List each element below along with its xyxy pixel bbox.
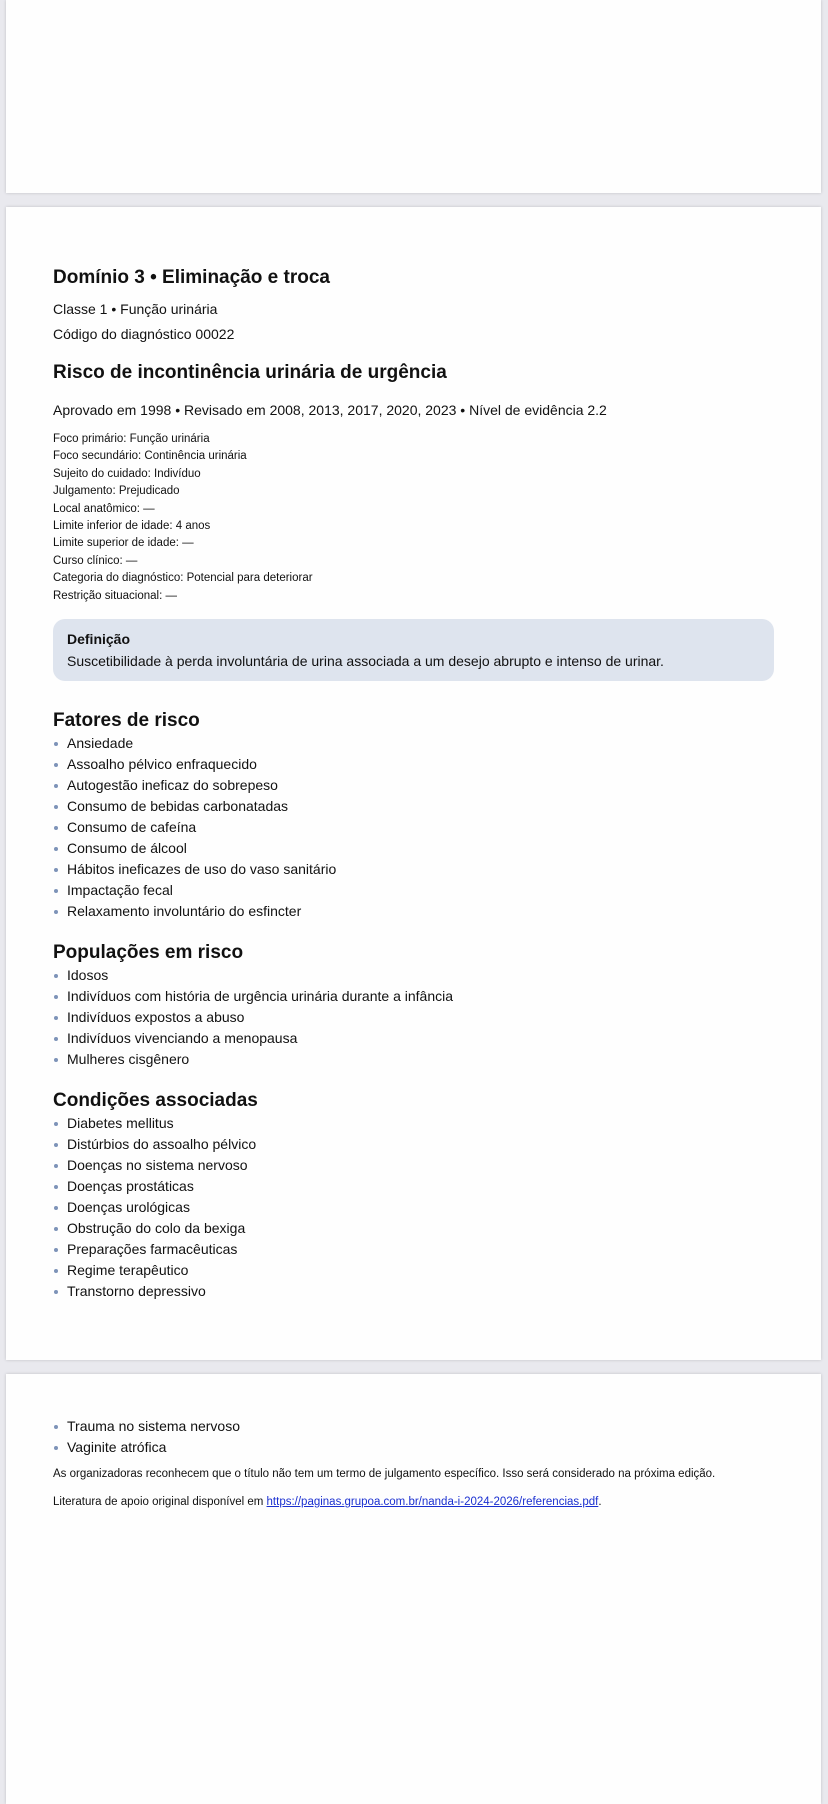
list-item: Relaxamento involuntário do esfincter bbox=[53, 901, 781, 922]
list-item: Consumo de bebidas carbonatadas bbox=[53, 796, 781, 817]
list-item: Indivíduos com história de urgência urinária durante a infância bbox=[53, 986, 781, 1007]
definition-title: Definição bbox=[67, 631, 131, 647]
axis-item: Foco primário: Função urinária bbox=[53, 433, 210, 445]
approval-line: Aprovado em 1998 • Revisado em 2008, 2013, 2017, 2020, 2023 • Nível de evidência 2.2 bbox=[53, 402, 607, 418]
list-item: Hábitos ineficazes de uso do vaso sanitário bbox=[53, 859, 781, 880]
list-item: Doenças urológicas bbox=[53, 1197, 781, 1218]
document-page-next bbox=[6, 1374, 821, 1804]
axis-item: Foco secundário: Continência urinária bbox=[53, 450, 247, 463]
populations-heading: Populações em risco bbox=[53, 942, 244, 963]
list-item: Assoalho pélvico enfraquecido bbox=[53, 754, 781, 775]
axis-item: Restrição situacional: — bbox=[53, 589, 177, 602]
axes-list bbox=[53, 431, 781, 605]
list-item: Trauma no sistema nervoso bbox=[53, 1416, 781, 1437]
list-item: Indivíduos expostos a abuso bbox=[53, 1007, 781, 1028]
list-item: Autogestão ineficaz do sobrepeso bbox=[53, 775, 781, 796]
axis-item: Limite superior de idade: — bbox=[53, 537, 194, 550]
list-item: Idosos bbox=[53, 965, 781, 986]
axis-item: Julgamento: Prejudicado bbox=[53, 485, 180, 498]
list-item: Consumo de álcool bbox=[53, 838, 781, 859]
risk-factors-section bbox=[53, 709, 781, 922]
axis-item: Limite inferior de idade: 4 anos bbox=[53, 520, 211, 533]
diagnosis-title: Risco de incontinência urinária de urgência bbox=[53, 362, 447, 383]
conditions-heading: Condições associadas bbox=[53, 1090, 258, 1111]
list-item: Transtorno depressivo bbox=[53, 1281, 781, 1302]
list-item: Consumo de cafeína bbox=[53, 817, 781, 838]
list-item: Regime terapêutico bbox=[53, 1260, 781, 1281]
definition-text: Suscetibilidade à perda involuntária de urina associada a um desejo abrupto e intenso de urinar. bbox=[67, 653, 664, 669]
risk-factors-heading: Fatores de risco bbox=[53, 710, 200, 731]
class-line: Classe 1 • Função urinária bbox=[53, 301, 218, 317]
editorial-note: As organizadoras reconhecem que o título não tem um termo de julgamento específico. Isso será considerado na próxima edição. bbox=[53, 1468, 716, 1480]
document-page-previous bbox=[6, 0, 821, 193]
list-item: Preparações farmacêuticas bbox=[53, 1239, 781, 1260]
list-item: Vaginite atrófica bbox=[53, 1437, 781, 1458]
populations-list bbox=[53, 965, 781, 1070]
conditions-list-continued bbox=[53, 1416, 781, 1458]
axis-item: Local anatômico: — bbox=[53, 502, 155, 515]
list-item: Doenças no sistema nervoso bbox=[53, 1155, 781, 1176]
list-item: Obstrução do colo da bexiga bbox=[53, 1218, 781, 1239]
conditions-section bbox=[53, 1089, 781, 1302]
list-item: Doenças prostáticas bbox=[53, 1176, 781, 1197]
code-line: Código do diagnóstico 00022 bbox=[53, 326, 235, 342]
literature-line bbox=[53, 1494, 781, 1510]
axis-item: Sujeito do cuidado: Indivíduo bbox=[53, 467, 201, 480]
literature-prefix: Literatura de apoio original disponível em bbox=[53, 1496, 267, 1508]
references-link[interactable]: https://paginas.grupoa.com.br/nanda-i-2024-2026/referencias.pdf bbox=[266, 1496, 599, 1508]
definition-box bbox=[53, 619, 774, 681]
list-item: Mulheres cisgênero bbox=[53, 1049, 781, 1070]
list-item: Impactação fecal bbox=[53, 880, 781, 901]
literature-suffix: . bbox=[598, 1496, 602, 1508]
page-header bbox=[53, 267, 781, 289]
domain-title: Domínio 3 • Eliminação e troca bbox=[53, 267, 330, 288]
populations-section bbox=[53, 941, 781, 1070]
list-item: Diabetes mellitus bbox=[53, 1113, 781, 1134]
risk-factors-list bbox=[53, 733, 781, 922]
list-item: Ansiedade bbox=[53, 733, 781, 754]
list-item: Indivíduos vivenciando a menopausa bbox=[53, 1028, 781, 1049]
list-item: Distúrbios do assoalho pélvico bbox=[53, 1134, 781, 1155]
axis-item: Categoria do diagnóstico: Potencial para deteriorar bbox=[53, 572, 313, 585]
class-code-block bbox=[53, 297, 781, 347]
axis-item: Curso clínico: — bbox=[53, 554, 138, 567]
conditions-list bbox=[53, 1113, 781, 1302]
document-page-main bbox=[6, 207, 821, 1360]
